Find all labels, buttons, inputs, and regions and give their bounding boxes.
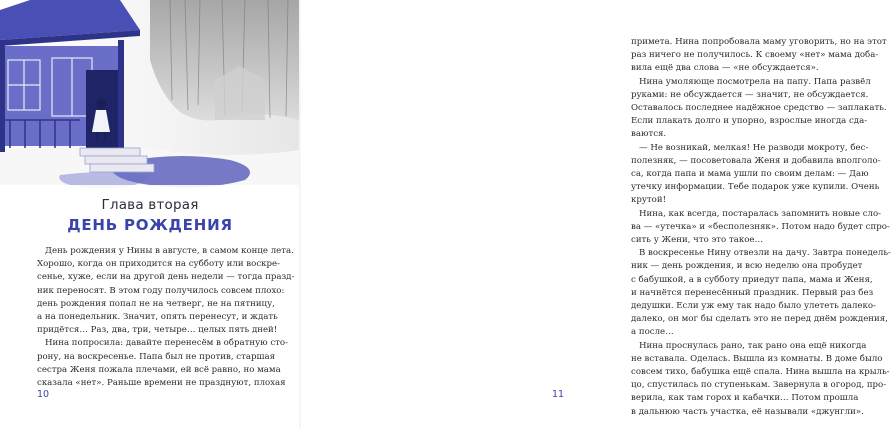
text-line: сказала «нет». Раньше времени не празднуют, плохая xyxy=(37,378,286,389)
chapter-illustration xyxy=(0,0,300,205)
text-line: ва — «утечка» и «бесполезняк». Потом надо будет спро- xyxy=(631,221,890,232)
text-line: крутой! xyxy=(631,195,667,206)
text-line: са, когда папа и мама ушли по своим делам: — Даю xyxy=(631,169,869,180)
text-line: Нина умоляюще посмотрела на папу. Папа развёл xyxy=(639,76,871,87)
text-line: Нина попросила: давайте перенесём в обратную сто- xyxy=(45,338,289,349)
text-line: раз ничего не получилось. К своему «нет» мама доба- xyxy=(631,50,879,61)
text-line: день рождения попал не на четверг, не на пятницу, xyxy=(37,298,275,309)
text-line: дедушки. Если уж ему так надо было улететь далеко- xyxy=(631,301,876,312)
chapter-label: Глава вторая xyxy=(101,197,199,213)
text-line: в дальнюю часть участка, её называли «джунгли». xyxy=(631,406,864,417)
text-line: В воскресенье Нину отвезли на дачу. Завтра понедель- xyxy=(639,248,891,259)
text-line: вила ещё два слова — «не обсуждается». xyxy=(631,63,819,74)
text-line: Если плакать долго и упорно, взрослые иногда сда- xyxy=(631,116,868,127)
text-line: сить у Жени, что это такое… xyxy=(631,235,764,246)
chapter-title: ДЕНЬ РОЖДЕНИЯ xyxy=(67,216,233,234)
right-body-text xyxy=(631,36,891,419)
page-number-right: 11 xyxy=(552,389,565,400)
text-line: ник — день рождения, и всю неделю она пробудет xyxy=(631,261,863,272)
text-line: руками: не обсуждается — значит, не обсуждается. xyxy=(631,89,869,100)
text-line: примета. Нина попробовала маму уговорить, но на этот xyxy=(631,37,887,47)
text-line: далеко, он мог бы сделать это не перед днём рождения, xyxy=(631,314,888,325)
page-number-left: 10 xyxy=(37,389,50,400)
text-line: ник переносят. В этом году получилось совсем плохо: xyxy=(37,285,285,296)
right-page xyxy=(300,0,891,428)
text-line: не вставала. Оделась. Вышла из комнаты. В доме было xyxy=(631,353,883,364)
text-line: Хорошо, когда он приходится на субботу или воскре- xyxy=(37,259,280,270)
text-line: придётся… Раз, два, три, четыре… целых пять дней! xyxy=(37,325,278,336)
text-line: — Не возникай, мелкая! Не разводи мокроту, бес- xyxy=(639,142,869,153)
porch-illustration xyxy=(0,0,300,205)
text-line: День рождения у Нины в августе, в самом конце лета. xyxy=(45,246,294,256)
text-line: рону, на воскресенье. Папа был не против, старшая xyxy=(37,351,276,362)
text-line: Оставалось последнее надёжное средство — заплакать. xyxy=(631,103,887,114)
text-line: а после… xyxy=(631,327,674,338)
text-line: ваются. xyxy=(631,129,667,140)
text-line: а на понедельник. Значит, опять перенесут, и ждать xyxy=(37,312,278,323)
left-body-text xyxy=(37,245,295,390)
text-line: цо, спустилась по ступенькам. Завернула в огород, про- xyxy=(631,380,887,391)
text-line: сестра Женя пожала плечами, ей всё равно, но мама xyxy=(37,364,281,375)
text-line: и начнётся перенесённый праздник. Первый раз без xyxy=(631,287,874,298)
text-line: утечку информации. Тебе подарок уже купили. Очень xyxy=(631,182,880,193)
text-line: верила, как там горох и кабачки… Потом прошла xyxy=(631,393,859,404)
text-line: полезняк, — посоветовала Женя и добавила вполголо- xyxy=(631,155,881,166)
left-page xyxy=(0,0,300,428)
text-line: совсем тихо, бабушка ещё спала. Нина вышла на крыль- xyxy=(631,367,890,378)
text-line: с бабушкой, а в субботу приедут папа, мама и Женя, xyxy=(631,274,873,285)
text-line: сенье, хуже, если на другой день недели — тогда празд- xyxy=(37,272,295,283)
text-line: Нина, как всегда, постаралась запомнить новые сло- xyxy=(639,208,882,219)
text-line: Нина проснулась рано, так рано она ещё никогда xyxy=(639,340,867,351)
